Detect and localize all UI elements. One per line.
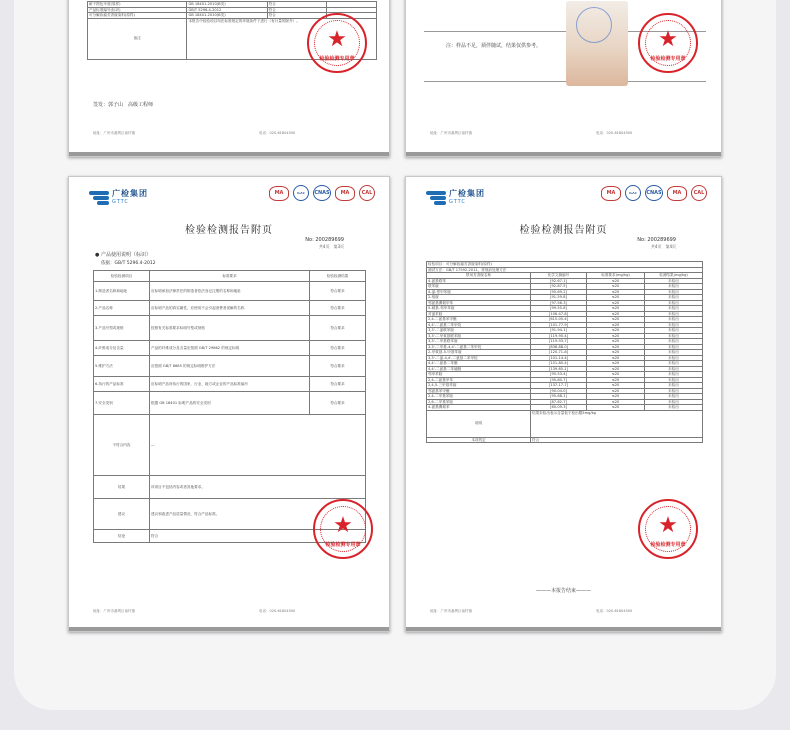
column-header: 禁用芳香胺名称 — [427, 273, 531, 279]
result: 未检出 — [645, 394, 703, 400]
table-row: 5.维护方法 应按照 GB/T 8685 的规定标明维护方法 符合要求 — [94, 356, 366, 377]
amine-name: 邻氨基偶氮甲苯 — [427, 300, 531, 306]
amine-name: 对氯苯胺 — [427, 311, 531, 317]
cas-number: [95-53-4] — [531, 372, 587, 378]
result: 未检出 — [645, 311, 703, 317]
footer-phone: 电话：020-61804500 — [259, 131, 296, 135]
official-stamp — [638, 499, 698, 559]
table-row: 6.执行的产品标准 应标明产品所执行的国家、行业、地方或企业的产品标准编号 符合要求 — [94, 377, 366, 392]
cas-number: [120-71-8] — [531, 350, 587, 356]
limit: ≤20 — [587, 322, 645, 328]
brand-name-en: GTTC — [449, 198, 466, 205]
limit: ≤20 — [587, 311, 645, 317]
limit: ≤20 — [587, 284, 645, 290]
amine-name: 邻氨基苯甲醚 — [427, 388, 531, 394]
brand-name-en: GTTC — [112, 198, 129, 205]
limit: ≤20 — [587, 289, 645, 295]
amine-name: 5-硝基-邻甲苯胺 — [427, 306, 531, 312]
limit: ≤20 — [587, 394, 645, 400]
amine-name: 4,4'-二氨基二苯醚 — [427, 361, 531, 367]
stamp-label: 检验检测专用章 — [325, 542, 361, 548]
cell-standard: GB/T 5296.4-2012 — [187, 7, 267, 13]
result: 未检出 — [645, 317, 703, 323]
limit: ≤20 — [587, 339, 645, 345]
gttc-logo-icon — [426, 191, 446, 205]
report-page-4 — [405, 176, 722, 632]
test-item: 检验项目：可分解致癌芳香胺染料(原样) — [427, 262, 703, 268]
table-row: 建议 建议和改进产品质量情况，符合产品标准。 — [94, 499, 366, 530]
limit: ≤20 — [587, 388, 645, 394]
verdict: 符合 — [531, 437, 703, 443]
amine-name: 4,4'-二氨基二苯硫醚 — [427, 366, 531, 372]
standard-reference: 依据：GB/T 5296.4-2012 — [101, 261, 156, 266]
amine-name: 2-萘胺 — [427, 295, 531, 301]
cnas-mark-icon: CNAS — [313, 185, 331, 201]
report-number: No: 200289699 — [637, 237, 676, 243]
cas-number: [92-67-1] — [531, 278, 587, 284]
official-stamp — [313, 499, 373, 559]
approver-signature: 签发：郭子山 高级工程师 — [93, 102, 154, 108]
report-page-top-left — [68, 0, 390, 157]
limit: ≤20 — [587, 350, 645, 356]
content-card — [14, 0, 776, 710]
page-count: 共4页 第4页 — [650, 244, 676, 249]
aromatic-amine-table — [426, 261, 703, 443]
cas-number: [92-87-5] — [531, 284, 587, 290]
cas-number: [97-56-3] — [531, 300, 587, 306]
amine-name: 2-甲氧基-5-甲基苯胺 — [427, 350, 531, 356]
stamp-label: 检验检测专用章 — [650, 542, 686, 548]
amine-name: 2,4-二氨基苯甲醚 — [427, 317, 531, 323]
cas-number: [139-65-1] — [531, 366, 587, 372]
page-count: 共4页 第3页 — [318, 244, 344, 249]
limit: ≤20 — [587, 355, 645, 361]
cas-number: [101-77-9] — [531, 322, 587, 328]
amine-name: 2,4-二氨基甲苯 — [427, 377, 531, 383]
result: 未检出 — [645, 377, 703, 383]
brand-logo — [426, 189, 485, 206]
result: 未检出 — [645, 383, 703, 389]
cma-mark-icon: MA — [601, 186, 621, 201]
result: 未检出 — [645, 322, 703, 328]
stamp-label: 检验检测专用章 — [650, 56, 686, 62]
cas-number: [106-47-8] — [531, 311, 587, 317]
column-header: 检验检测结果 — [310, 271, 366, 282]
table-row: 7.安全类别 根据 GB 18401 标明产品的安全类别 符合要求 — [94, 392, 366, 415]
limit: ≤20 — [587, 295, 645, 301]
amine-name: 2,6-二甲基苯胺 — [427, 399, 531, 405]
table-row: 4.纤维成分及含量 产品的纤维成分及含量应按照 GB/T 29862 的规定标明 符合要求 — [94, 341, 366, 356]
table-row: 结论 符合 — [94, 530, 366, 543]
cas-number: [91-59-8] — [531, 295, 587, 301]
cas-number: [137-17-7] — [531, 383, 587, 389]
result: 未检出 — [645, 355, 703, 361]
labeling-table — [93, 270, 366, 543]
table-row: 2.产品名称 应标明产品的真实属性，应使用不会引起消费者误解的名称 符合要求 — [94, 301, 366, 316]
cell-item: 产品标准编号(标识) — [88, 7, 187, 13]
cas-number: [91-94-1] — [531, 328, 587, 334]
footer-phone: 电话：020-61804500 — [596, 609, 633, 613]
result: 未检出 — [645, 372, 703, 378]
amine-name: 4-氨基联苯 — [427, 278, 531, 284]
cas-number: [119-90-4] — [531, 333, 587, 339]
column-header: 标准要求(mg/kg) — [587, 273, 645, 279]
cnas-mark-icon: CNAS — [645, 185, 663, 201]
result: 未检出 — [645, 333, 703, 339]
star-icon: ★ — [327, 27, 347, 52]
amine-name: 3,3'-二甲基联苯胺 — [427, 339, 531, 345]
cas-number: [90-04-0] — [531, 388, 587, 394]
cell-result: 符合 — [267, 2, 327, 8]
result: 未检出 — [645, 388, 703, 394]
cell-item: 可分解致癌芳香胺染料(原样) — [88, 13, 187, 19]
limit: ≤20 — [587, 306, 645, 312]
amine-name: 3,3'-二氯-4,4'-二氨基二苯甲烷 — [427, 355, 531, 361]
cma-mark-icon: MA — [335, 186, 355, 201]
footer-address: 地址：广州市番禺区南村镇 — [93, 609, 135, 613]
result: 未检出 — [645, 405, 703, 411]
cas-number: [99-55-8] — [531, 306, 587, 312]
result: 未检出 — [645, 295, 703, 301]
cas-number: [838-88-0] — [531, 344, 587, 350]
test-method: 测试方法：GB/T 17592-2011，常规前处理方法 — [427, 267, 703, 273]
cas-number: [95-80-7] — [531, 377, 587, 383]
cas-number: [87-62-7] — [531, 399, 587, 405]
limit: ≤20 — [587, 344, 645, 350]
limit: ≤20 — [587, 405, 645, 411]
remark-text: 本报告中检验项目均在标准规定的环境条件下进行（有计量的除外）。 — [187, 18, 377, 59]
result: 未检出 — [645, 361, 703, 367]
report-number: No: 200289699 — [305, 237, 344, 243]
star-icon: ★ — [333, 513, 353, 538]
cal-mark-icon: CAL — [691, 185, 707, 201]
brand-name-cn: 广检集团 — [112, 188, 148, 198]
result: 未检出 — [645, 289, 703, 295]
note-text: 结果未检出表示含量低于检出限5mg/kg — [531, 410, 703, 437]
result: 未检出 — [645, 366, 703, 372]
cas-number: [95-69-2] — [531, 289, 587, 295]
amine-name: 2,4,5-三甲基苯胺 — [427, 383, 531, 389]
limit: ≤20 — [587, 300, 645, 306]
cell-result: 符合 — [267, 7, 327, 13]
brand-logo — [89, 189, 148, 206]
blue-seal — [576, 7, 612, 43]
cal-mark-icon: CAL — [359, 185, 375, 201]
cma-mark-icon: MA — [667, 186, 687, 201]
result: 未检出 — [645, 284, 703, 290]
official-stamp — [638, 13, 698, 73]
cas-number: [101-80-4] — [531, 361, 587, 367]
certification-marks — [269, 185, 375, 201]
result: 未检出 — [645, 350, 703, 356]
section-heading: ● 产品使用说明（标识） — [95, 252, 151, 258]
amine-name: 联苯胺 — [427, 284, 531, 290]
cas-number: [119-93-7] — [531, 339, 587, 345]
column-header: 检测结果(mg/kg) — [645, 273, 703, 279]
cell-standard: GB 18401-2010(B类) — [187, 13, 267, 19]
amine-name: 4,4'-二氨基二苯甲烷 — [427, 322, 531, 328]
footer-address: 地址：广州市番禺区南村镇 — [430, 609, 472, 613]
result: 未检出 — [645, 344, 703, 350]
cell-standard: GB 18401-2010(B类) — [187, 2, 267, 8]
limit: ≤20 — [587, 366, 645, 372]
page-title: 检验检测报告附页 — [185, 225, 273, 236]
amine-name: 3,3'-二甲氧基联苯胺 — [427, 333, 531, 339]
cas-number: [615-05-4] — [531, 317, 587, 323]
table-row: 结果 该项目不包括内容或者其他要求。 — [94, 476, 366, 499]
stamp-label: 检验检测专用章 — [319, 56, 355, 62]
brand-name-cn: 广检集团 — [449, 188, 485, 198]
verdict-label: 本项判定 — [427, 437, 531, 443]
cma-mark-icon: MA — [269, 186, 289, 201]
note-label: 说明 — [427, 410, 531, 437]
cell-item: 耐干擦色牢度(原样) — [88, 2, 187, 8]
page-title: 检验检测报告附页 — [519, 225, 608, 236]
amine-name: 4-氨基偶氮苯 — [427, 405, 531, 411]
gttc-logo-icon — [89, 191, 109, 205]
limit: ≤20 — [587, 377, 645, 383]
amine-name: 3,3'-二氯联苯胺 — [427, 328, 531, 334]
limit: ≤20 — [587, 328, 645, 334]
limit: ≤20 — [587, 383, 645, 389]
column-header: 标准要求 — [150, 271, 310, 282]
amine-name: 邻甲苯胺 — [427, 372, 531, 378]
certification-marks — [601, 185, 707, 201]
footer-phone: 电话：020-61804500 — [596, 131, 633, 135]
cas-number: [95-68-1] — [531, 394, 587, 400]
limit: ≤20 — [587, 372, 645, 378]
footer-phone: 电话：020-61804500 — [259, 609, 296, 613]
star-icon: ★ — [658, 513, 678, 538]
amine-name: 4-氯-邻甲苯胺 — [427, 289, 531, 295]
column-header: 化学文摘编号 — [531, 273, 587, 279]
limit: ≤20 — [587, 333, 645, 339]
report-page-3 — [68, 176, 390, 632]
limit: ≤20 — [587, 278, 645, 284]
cell-result: 符合 — [267, 13, 327, 19]
result: 未检出 — [645, 306, 703, 312]
column-header: 检验检测项目 — [94, 271, 150, 282]
remark-label: 备注 — [88, 18, 187, 59]
official-stamp — [307, 13, 367, 73]
result: 未检出 — [645, 339, 703, 345]
limit: ≤20 — [587, 361, 645, 367]
amine-name: 2,4-二甲基苯胺 — [427, 394, 531, 400]
footer-address: 地址：广州市番禺区南村镇 — [93, 131, 135, 135]
table-row: 不符合内容 — — [94, 415, 366, 476]
ilac-mark-icon: ILAC — [293, 185, 309, 201]
limit: ≤20 — [587, 399, 645, 405]
result: 未检出 — [645, 328, 703, 334]
result: 未检出 — [645, 399, 703, 405]
footer-address: 地址：广州市番禺区南村镇 — [430, 131, 472, 135]
result: 未检出 — [645, 278, 703, 284]
star-icon: ★ — [658, 27, 678, 52]
limit: ≤20 — [587, 317, 645, 323]
ilac-mark-icon: ILAC — [625, 185, 641, 201]
report-end: ———本报告结束——— — [535, 588, 591, 594]
report-page-top-right — [405, 0, 722, 157]
remark-text: 注：样品不足，须伴随试，结果仅供参考。 — [446, 43, 542, 49]
table-row: 3.产品号型或规格 按照有关标准要求标明号型或规格 符合要求 — [94, 316, 366, 341]
table-row: 1.制造者名称和地址 应标明承担法律责任的制造者依法登记注册的名称和地址 符合要求 — [94, 282, 366, 301]
result: 未检出 — [645, 300, 703, 306]
cas-number: [60-09-3] — [531, 405, 587, 411]
amine-name: 3,3'-二甲基-4,4'-二氨基二苯甲烷 — [427, 344, 531, 350]
cas-number: [101-14-4] — [531, 355, 587, 361]
